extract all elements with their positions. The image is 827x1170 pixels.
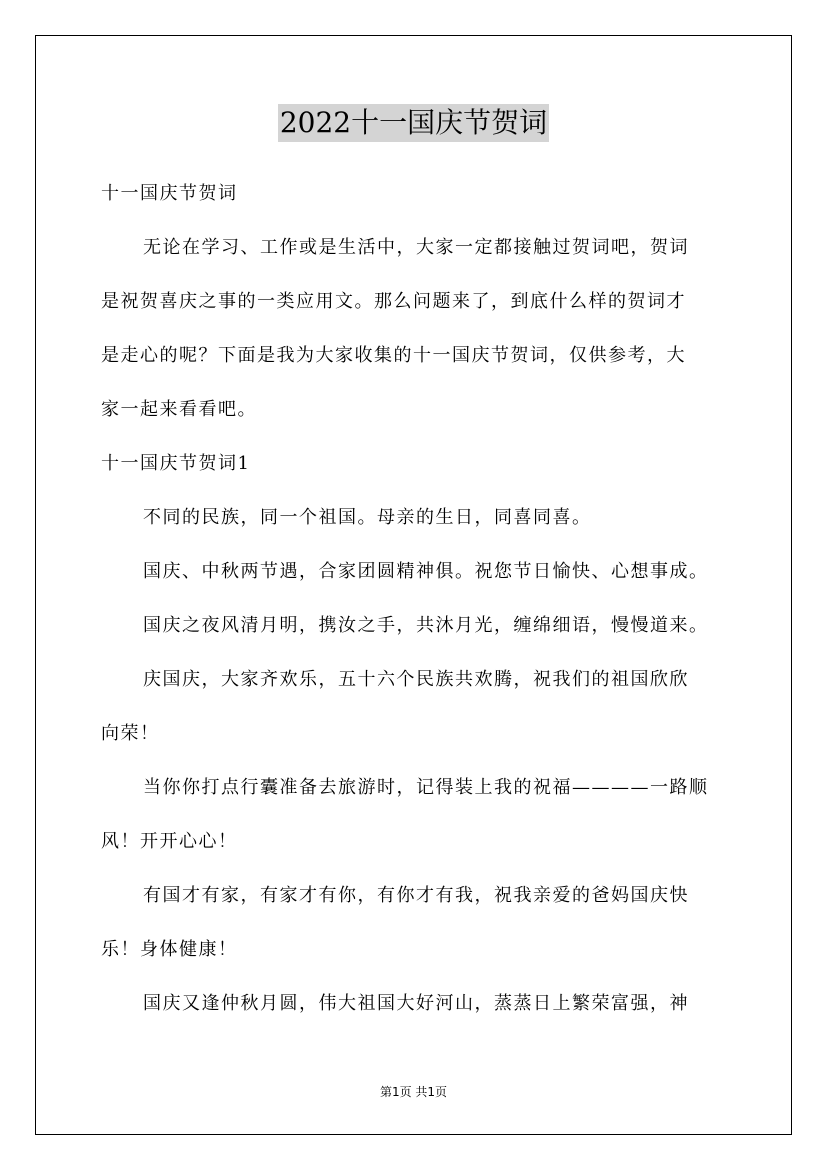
paragraph-line: 当你你打点行囊准备去旅游时，记得装上我的祝福————一路顺 (143, 777, 709, 798)
paragraph-line: 国庆又逢仲秋月圆，伟大祖国大好河山，蒸蒸日上繁荣富强，神 (143, 993, 689, 1014)
paragraph-line: 是祝贺喜庆之事的一类应用文。那么问题来了，到底什么样的贺词才 (101, 291, 686, 312)
paragraph-line: 乐！身体健康！ (101, 939, 238, 960)
paragraph-line: 无论在学习、工作或是生活中，大家一定都接触过贺词吧，贺词 (143, 237, 689, 258)
title-container (0, 104, 827, 142)
section-heading: 十一国庆节贺词1 (101, 453, 251, 474)
paragraph-line: 庆国庆，大家齐欢乐，五十六个民族共欢腾，祝我们的祖国欣欣 (143, 669, 689, 690)
page-footer: 第1页 共1页 (379, 1085, 448, 1099)
paragraph-line: 不同的民族，同一个祖国。母亲的生日，同喜同喜。 (143, 507, 592, 528)
paragraph-line: 有国才有家，有家才有你，有你才有我，祝我亲爱的爸妈国庆快 (143, 885, 689, 906)
paragraph-line: 国庆、中秋两节遇，合家团圆精神俱。祝您节日愉快、心想事成。 (143, 561, 709, 582)
paragraph-line: 家一起来看看吧。 (101, 399, 257, 420)
paragraph-line: 是走心的呢？下面是我为大家收集的十一国庆节贺词，仅供参考，大 (101, 345, 686, 366)
paragraph-line: 向荣！ (101, 723, 160, 744)
section-heading: 十一国庆节贺词 (101, 183, 238, 204)
paragraph-line: 国庆之夜风清月明，携汝之手，共沐月光，缠绵细语，慢慢道来。 (143, 615, 709, 636)
document-title: 2022十一国庆节贺词 (278, 104, 549, 142)
paragraph-line: 风！开开心心！ (101, 831, 238, 852)
